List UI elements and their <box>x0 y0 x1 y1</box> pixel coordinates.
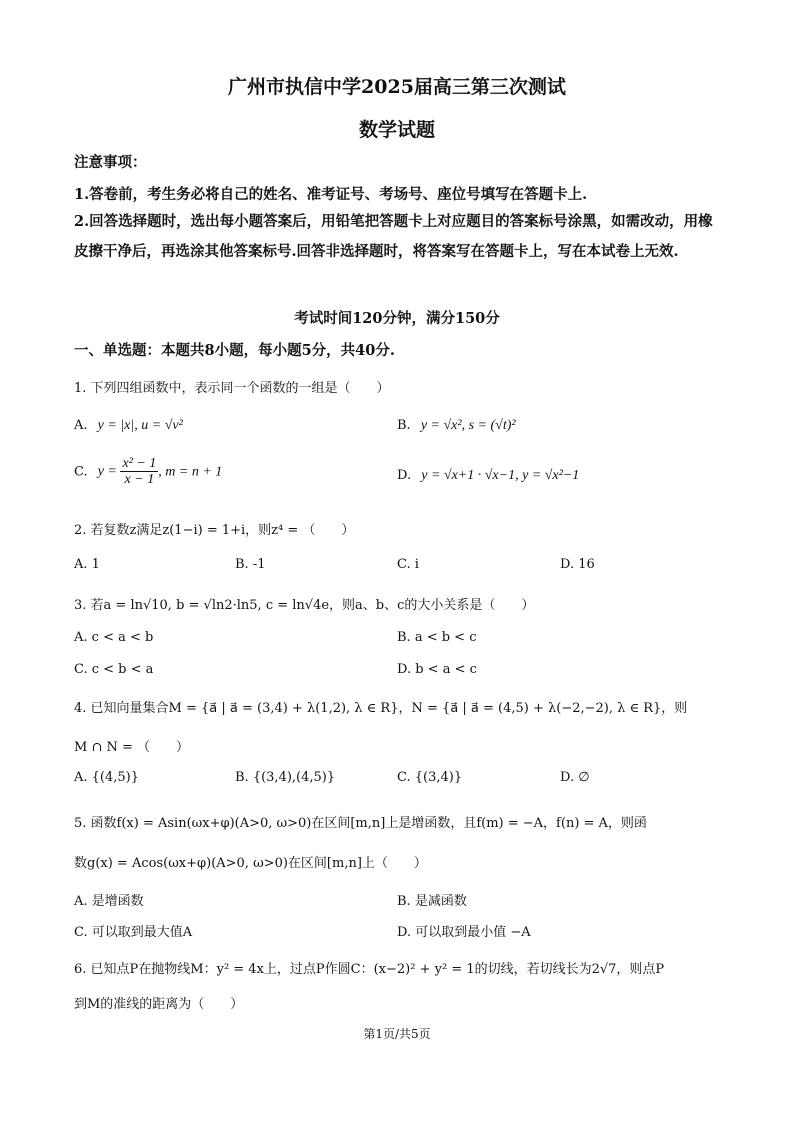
q1-fraction: $\frac{\text{x² − 1}}{x - 1}$ <box>122 456 157 488</box>
q2-option-a: A. 1 <box>74 557 100 572</box>
q5-option-a: A. 是增函数 <box>74 894 144 909</box>
page-footer: 第1页/共5页 <box>363 1027 431 1041</box>
notice-item-1: 1.答卷前，考生务必将自己的姓名、准考证号、考场号、座位号填写在答题卡上. <box>74 186 588 203</box>
q1-option-a <box>74 418 183 434</box>
q1-option-d-label: D. <box>397 468 412 483</box>
q5-option-b: B. 是减函数 <box>397 894 467 909</box>
q1-option-c: C. y = $\frac{\text{x² − 1}}{x - 1}$ , m = n + 1 <box>74 456 223 488</box>
q2-option-d: D. 16 <box>560 557 595 572</box>
q1-option-d-text: y = √x+1 · √x−1, y = √x²−1 <box>421 468 580 483</box>
q2-option-c: C. i <box>397 557 419 572</box>
question-4-stem: 4. 已知向量集合M = {a⃗ | a⃗ = (3,4) + λ(1,2), λ ∈ R}，N = {a⃗ | a⃗ = (4,5) + λ(−2,−2), λ ∈ R}，则 <box>74 701 688 716</box>
q1-option-a-label: A. <box>74 418 88 433</box>
q4-option-d: D. ∅ <box>560 770 590 785</box>
question-5-stem-cont: 数g(x) = Acos(ωx+φ)(A>0, ω>0)在区间[m,n]上（ ） <box>74 856 427 871</box>
q1-option-b-text: y = √x², s = (√t)² <box>420 418 516 433</box>
question-3-stem: 3. 若a = ln√10, b = √ln2·ln5, c = ln√4e，则a、b、c的大小关系是（ ） <box>74 598 535 613</box>
q4-option-c: C. {(3,4)} <box>397 770 463 785</box>
notice-heading: 注意事项： <box>74 154 147 171</box>
q1-option-b-label: B. <box>397 418 411 433</box>
q3-option-b: B. a < b < c <box>397 630 477 645</box>
q1-option-a-text: y = |x|, u = √v² <box>97 418 183 433</box>
q1-option-c-text: , m = n + 1 <box>158 464 223 480</box>
question-2-stem: 2. 若复数z满足z(1−i) = 1+i，则z⁴ = （ ） <box>74 523 355 538</box>
q1-option-d <box>397 468 579 484</box>
section-heading: 一、单选题：本题共8小题，每小题5分，共40分. <box>74 342 395 359</box>
q2-option-b: B. -1 <box>235 557 266 572</box>
question-1-stem: 1. 下列四组函数中，表示同一个函数的一组是（ ） <box>74 381 390 396</box>
q4-option-a: A. {(4,5)} <box>74 770 140 785</box>
q3-option-a: A. c < a < b <box>74 630 154 645</box>
exam-title: 广州市执信中学2025届高三第三次测试 <box>228 76 566 98</box>
exam-subtitle: 数学试题 <box>358 119 435 141</box>
exam-info: 考试时间120分钟，满分150分 <box>294 310 500 327</box>
q4-option-b: B. {(3,4),(4,5)} <box>235 770 336 785</box>
q5-option-c: C. 可以取到最大值A <box>74 925 193 940</box>
q5-option-d: D. 可以取到最小值 −A <box>397 925 531 940</box>
q3-option-d: D. b < a < c <box>397 662 477 677</box>
question-4-stem-cont: M ∩ N = （ ） <box>74 740 190 755</box>
question-5-stem: 5. 函数f(x) = Asin(ωx+φ)(A>0, ω>0)在区间[m,n]上是增函数，且f(m) = −A，f(n) = A，则函 <box>74 816 647 831</box>
question-6-stem-cont: 到M的准线的距离为（ ） <box>74 997 244 1012</box>
question-6-stem: 6. 已知点P在抛物线M：y² = 4x上，过点P作圆C：(x−2)² + y² = 1的切线，若切线长为2√7，则点P <box>74 962 665 977</box>
q3-option-c: C. c < b < a <box>74 662 154 677</box>
q1-option-c-label: C. <box>74 464 88 480</box>
q1-option-b <box>397 418 516 434</box>
notice-item-2: 2.回答选择题时，选出每小题答案后，用铅笔把答题卡上对应题目的答案标号涂黑，如需改动，用橡皮擦干净后，再选涂其他答案标号.回答非选择题时，将答案写在答题卡上，写在本试卷上无效. <box>74 213 713 260</box>
